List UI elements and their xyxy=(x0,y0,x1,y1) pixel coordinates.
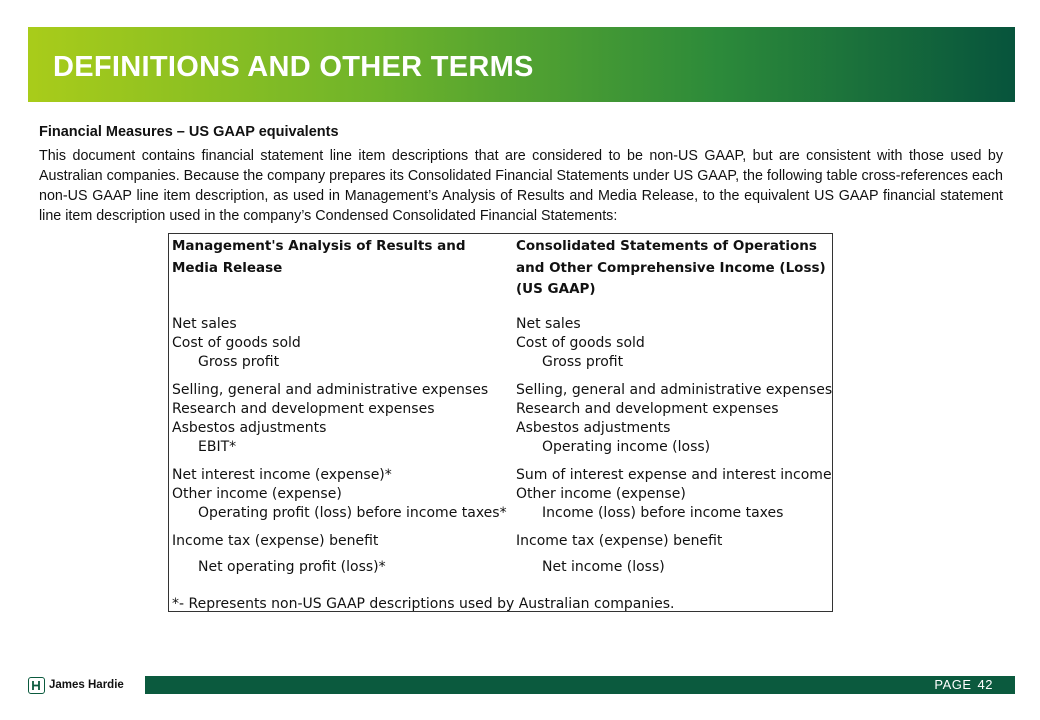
right-header-line: and Other Comprehensive Income (Loss) xyxy=(516,259,826,276)
right-line-item: Net sales xyxy=(516,316,581,332)
intro-paragraph: This document contains financial statement line item descriptions that are considered to be non-US GAAP, but are consistent with those used by Australian companies. Because the company prepares its Consolidated Financial Statements under US GAAP, the following table cross-references each non-US GAAP line item description, as used in Management’s Analysis of Results and Media Release, to the equivalent US GAAP financial statement line item description used in the company’s Condensed Consolidated Financial Statements: xyxy=(39,148,1003,224)
right-line-item: Gross profit xyxy=(542,354,624,370)
footer-bar xyxy=(145,676,1015,694)
left-line-item: Research and development expenses xyxy=(172,401,435,417)
left-line-item: Net operating profit (loss)* xyxy=(198,559,386,575)
page-title: DEFINITIONS AND OTHER TERMS xyxy=(53,51,534,83)
table-footnote: *- Represents non-US GAAP descriptions used by Australian companies. xyxy=(172,596,675,612)
title-banner xyxy=(28,27,1015,102)
left-column-header xyxy=(172,236,502,279)
right-line-item: Other income (expense) xyxy=(516,486,686,502)
company-logo xyxy=(28,676,124,694)
left-line-item: Selling, general and administrative expenses xyxy=(172,382,489,398)
left-header-line: Media Release xyxy=(172,259,283,276)
left-line-item: Asbestos adjustments xyxy=(172,420,327,436)
left-line-item: Net sales xyxy=(172,316,237,332)
left-line-item: Gross profit xyxy=(198,354,280,370)
right-column xyxy=(516,234,831,301)
right-line-item: Income tax (expense) benefit xyxy=(516,533,723,549)
page-indicator xyxy=(928,677,993,692)
left-line-item: Other income (expense) xyxy=(172,486,342,502)
left-line-item: EBIT* xyxy=(198,439,237,455)
right-column-header xyxy=(516,236,831,301)
right-line-item: Operating income (loss) xyxy=(542,439,711,455)
left-column xyxy=(172,234,502,279)
company-name: James Hardie xyxy=(49,679,124,691)
right-header-line: Consolidated Statements of Operations xyxy=(516,238,817,254)
page-label: PAGE xyxy=(934,677,972,692)
left-line-item: Operating profit (loss) before income taxes* xyxy=(198,505,507,521)
right-line-item: Selling, general and administrative expenses xyxy=(516,382,833,398)
right-line-item: Cost of goods sold xyxy=(516,335,645,351)
right-header-line: (US GAAP) xyxy=(516,281,596,297)
james-hardie-logo-icon xyxy=(28,677,45,694)
left-line-item: Cost of goods sold xyxy=(172,335,301,351)
left-line-item: Income tax (expense) benefit xyxy=(172,533,379,549)
page-number: 42 xyxy=(977,677,993,692)
right-line-item: Net income (loss) xyxy=(542,559,665,575)
section-subtitle: Financial Measures – US GAAP equivalents xyxy=(39,124,339,140)
cross-reference-table xyxy=(168,233,833,612)
right-line-item: Income (loss) before income taxes xyxy=(542,505,784,521)
right-line-item: Sum of interest expense and interest income xyxy=(516,467,832,483)
left-line-item: Net interest income (expense)* xyxy=(172,467,392,483)
right-line-item: Research and development expenses xyxy=(516,401,779,417)
left-header-line: Management's Analysis of Results and xyxy=(172,238,466,254)
right-line-item: Asbestos adjustments xyxy=(516,420,671,436)
